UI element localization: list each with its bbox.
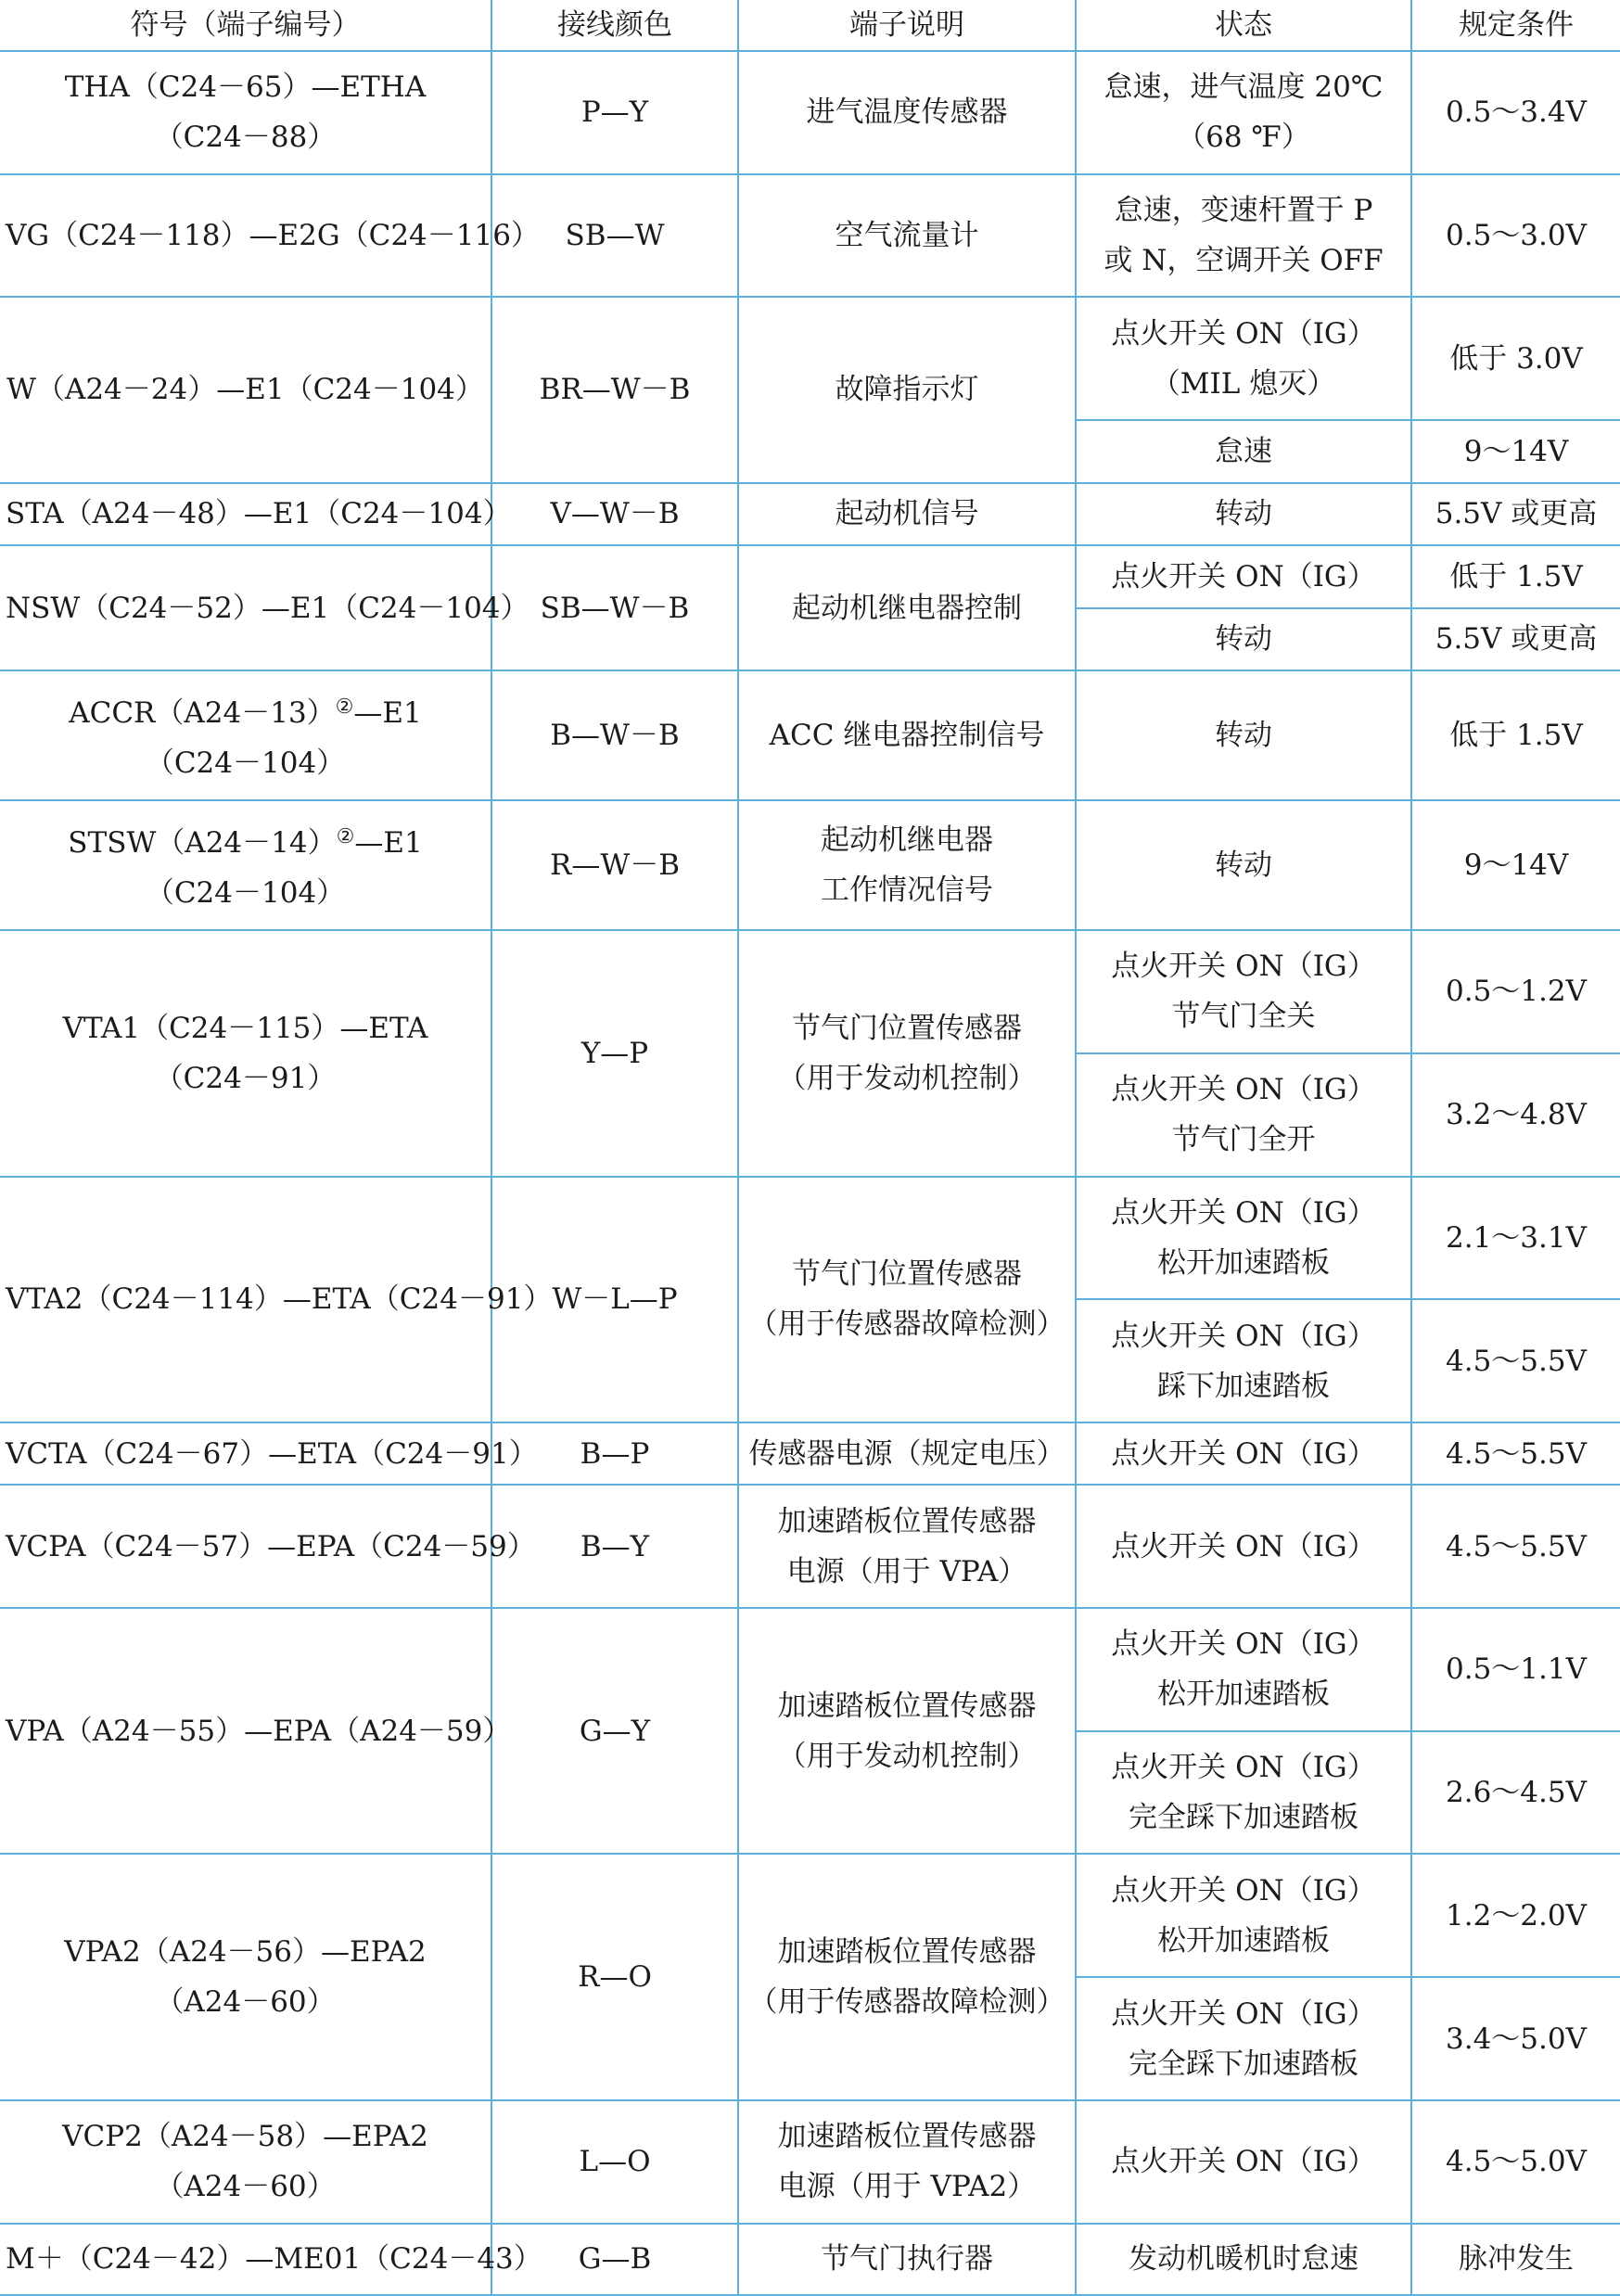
cell-description [738, 174, 1076, 298]
cell-state [1076, 51, 1411, 174]
cell-spec: 9～14V [1411, 800, 1620, 930]
cell-spec: 2.1～3.1V [1411, 1177, 1620, 1300]
cell-state [1076, 670, 1411, 800]
description-line: 加速踏板位置传感器 [777, 1935, 1037, 1970]
table-row [0, 1177, 1620, 1300]
cell-spec: 0.5～3.4V [1411, 51, 1620, 174]
table-row [0, 174, 1620, 298]
cell-spec: 脉冲发生 [1411, 2224, 1620, 2295]
symbol-line: M＋（C24－42）—ME01（C24－43） [6, 2242, 542, 2277]
cell-state [1076, 1731, 1411, 1855]
cell-description [738, 1177, 1076, 1422]
cell-wire-color: BR—W－B [491, 297, 738, 482]
symbol-text: ACCR（A24－13） [69, 696, 336, 731]
state-line: 点火开关 ON（IG） [1111, 559, 1376, 593]
cell-spec: 0.5～1.1V [1411, 1608, 1620, 1731]
state-line: 点火开关 ON（IG） [1111, 950, 1376, 984]
state-line: 转动 [1215, 622, 1272, 657]
state-line: （MIL 熄灭） [1151, 366, 1336, 401]
cell-symbol [0, 483, 512, 546]
table-row [0, 545, 1620, 608]
state-line: 节气门全开 [1171, 1123, 1316, 1157]
description-line: 工作情况信号 [821, 874, 993, 908]
cell-state [1076, 1608, 1411, 1731]
cell-state [1076, 2100, 1411, 2224]
table-row [0, 930, 1620, 1053]
header-state: 状态 [1076, 0, 1411, 51]
footnote-marker: ② [335, 695, 354, 720]
cell-spec: 9～14V [1411, 420, 1620, 483]
symbol-line: （C24－104） [145, 746, 346, 781]
table-row [0, 297, 1620, 420]
description-line: 故障指示灯 [835, 373, 979, 407]
description-line: 加速踏板位置传感器 [777, 1689, 1037, 1723]
cell-spec: 5.5V 或更高 [1411, 608, 1620, 671]
symbol-line: THA（C24－65）—ETHA [64, 70, 427, 105]
symbol-line: （C24－104） [145, 876, 346, 911]
symbol-line: VCPA（C24－57）—EPA（C24－59） [6, 1529, 536, 1563]
cell-symbol [0, 2100, 491, 2224]
cell-description [738, 51, 1076, 174]
state-line: 怠速，变速杆置于 P [1114, 194, 1373, 228]
cell-spec: 低于 3.0V [1411, 297, 1620, 420]
cell-symbol [0, 51, 491, 174]
state-line: 或 N，空调开关 OFF [1103, 244, 1384, 278]
cell-description [738, 483, 1076, 546]
state-line: 踩下加速踏板 [1157, 1369, 1330, 1403]
symbol-line: （C24－91） [154, 1061, 337, 1095]
cell-state [1076, 1485, 1411, 1608]
cell-spec: 4.5～5.5V [1411, 1422, 1620, 1486]
cell-spec: 3.4～5.0V [1411, 1977, 1620, 2100]
cell-spec: 5.5V 或更高 [1411, 483, 1620, 546]
symbol-line: VCTA（C24－67）—ETA（C24－91） [6, 1436, 538, 1471]
footnote-marker: ② [336, 825, 355, 849]
symbol-line: （A24－60） [155, 1985, 336, 2020]
cell-wire-color: SB—W [491, 174, 738, 298]
table-body [0, 51, 1620, 2295]
cell-state [1076, 2224, 1411, 2295]
symbol-line: VCP2（A24－58）—EPA2 [62, 2120, 428, 2154]
description-line: 起动机继电器 [821, 823, 993, 858]
description-line: 节气门执行器 [821, 2242, 993, 2277]
cell-description [738, 670, 1076, 800]
header-description: 端子说明 [738, 0, 1076, 51]
state-line: 点火开关 ON（IG） [1111, 1627, 1376, 1662]
cell-spec: 0.5～1.2V [1411, 930, 1620, 1053]
cell-symbol [0, 1485, 536, 1608]
state-line: 松开加速踏板 [1157, 1923, 1330, 1958]
cell-symbol [0, 800, 491, 930]
description-line: 加速踏板位置传感器 [777, 2120, 1037, 2154]
state-line: 点火开关 ON（IG） [1111, 1529, 1376, 1563]
cell-spec: 4.5～5.0V [1411, 2100, 1620, 2224]
cell-state [1076, 608, 1411, 671]
cell-state [1076, 174, 1411, 298]
state-line: 完全踩下加速踏板 [1129, 2047, 1359, 2081]
table-row [0, 2224, 1620, 2295]
cell-symbol [0, 1608, 512, 1854]
cell-symbol [0, 174, 540, 298]
cell-state [1076, 545, 1411, 608]
symbol-line: VTA1（C24－115）—ETA [62, 1011, 428, 1045]
table-row [0, 670, 1620, 800]
cell-wire-color: G—Y [491, 1608, 738, 1854]
table-row [0, 800, 1620, 930]
description-line: 空气流量计 [835, 219, 979, 253]
state-line: 松开加速踏板 [1157, 1677, 1330, 1712]
state-line: 点火开关 ON（IG） [1111, 316, 1376, 351]
cell-wire-color: R—O [491, 1854, 738, 2099]
symbol-line: STA（A24－48）—E1（C24－104） [6, 497, 512, 531]
symbol-line: VPA2（A24－56）—EPA2 [64, 1935, 427, 1970]
table-row [0, 1608, 1620, 1731]
cell-spec: 3.2～4.8V [1411, 1053, 1620, 1177]
state-line: 转动 [1215, 497, 1272, 531]
header-symbol: 符号（端子编号） [0, 0, 491, 51]
cell-description [738, 545, 1076, 670]
state-line: 点火开关 ON（IG） [1111, 1436, 1376, 1471]
state-line: 点火开关 ON（IG） [1111, 1751, 1376, 1785]
symbol-tail: —E1 [354, 826, 423, 861]
cell-description [738, 1485, 1076, 1608]
symbol-line [6, 812, 485, 868]
table-row [0, 1854, 1620, 1977]
symbol-line: VG（C24－118）—E2G（C24－116） [6, 219, 540, 253]
table-row [0, 1422, 1620, 1486]
cell-wire-color: G—B [491, 2224, 738, 2295]
cell-state [1076, 1177, 1411, 1300]
cell-wire-color: B—P [491, 1422, 738, 1486]
cell-spec: 4.5～5.5V [1411, 1485, 1620, 1608]
cell-state [1076, 420, 1411, 483]
cell-wire-color: Y—P [491, 930, 738, 1176]
cell-spec: 0.5～3.0V [1411, 174, 1620, 298]
state-line: 点火开关 ON（IG） [1111, 1873, 1376, 1907]
cell-wire-color: L—O [491, 2100, 738, 2224]
state-line: 转动 [1215, 719, 1272, 753]
cell-wire-color: W－L—P [491, 1177, 738, 1422]
state-line: 点火开关 ON（IG） [1111, 2145, 1376, 2179]
table-row [0, 51, 1620, 174]
state-line: 发动机暖机时怠速 [1129, 2242, 1359, 2277]
symbol-line: W（A24－24）—E1（C24－104） [6, 373, 484, 407]
cell-symbol [0, 297, 491, 482]
state-line: （68 ℉） [1177, 121, 1310, 155]
cell-spec: 低于 1.5V [1411, 545, 1620, 608]
cell-spec: 低于 1.5V [1411, 670, 1620, 800]
cell-description [738, 1422, 1076, 1486]
description-line: ACC 继电器控制信号 [769, 719, 1045, 753]
table-row [0, 2100, 1620, 2224]
cell-description [738, 930, 1076, 1176]
cell-state [1076, 1854, 1411, 1977]
cell-wire-color: B—W－B [491, 670, 738, 800]
description-line: （用于传感器故障检测） [748, 1985, 1065, 2020]
cell-symbol [0, 545, 529, 670]
state-line: 松开加速踏板 [1157, 1245, 1330, 1280]
symbol-line: （A24－60） [155, 2170, 336, 2204]
symbol-line: （C24－88） [154, 121, 337, 155]
state-line: 点火开关 ON（IG） [1111, 1319, 1376, 1353]
state-line: 节气门全关 [1171, 1000, 1316, 1034]
description-line: 传感器电源（规定电压） [748, 1436, 1065, 1471]
header-spec: 规定条件 [1411, 0, 1620, 51]
cell-symbol [0, 670, 491, 800]
cell-state [1076, 297, 1411, 420]
cell-wire-color: V—W－B [491, 483, 738, 546]
description-line: 电源（用于 VPA） [786, 1554, 1027, 1588]
cell-state [1076, 1053, 1411, 1177]
cell-spec: 4.5～5.5V [1411, 1299, 1620, 1422]
symbol-line [6, 682, 485, 738]
cell-symbol [0, 1422, 538, 1486]
symbol-line: VPA（A24－55）—EPA（A24－59） [6, 1714, 512, 1748]
description-line: （用于发动机控制） [777, 1739, 1037, 1773]
cell-wire-color: P—Y [491, 51, 738, 174]
cell-wire-color: SB—W－B [491, 545, 738, 670]
cell-description [738, 800, 1076, 930]
state-line: 点火开关 ON（IG） [1111, 1996, 1376, 2031]
cell-description [738, 1854, 1076, 2099]
description-line: 起动机信号 [835, 497, 979, 531]
cell-state [1076, 483, 1411, 546]
state-line: 转动 [1215, 848, 1272, 883]
cell-state [1076, 1977, 1411, 2100]
description-line: 节气门位置传感器 [792, 1011, 1022, 1045]
state-line: 点火开关 ON（IG） [1111, 1195, 1376, 1230]
cell-spec: 1.2～2.0V [1411, 1854, 1620, 1977]
symbol-line: VTA2（C24－114）—ETA（C24－91） [6, 1282, 553, 1317]
cell-description [738, 2100, 1076, 2224]
symbol-tail: —E1 [353, 696, 422, 731]
header-wire-color: 接线颜色 [491, 0, 738, 51]
state-line: 怠速，进气温度 20℃ [1103, 70, 1384, 105]
description-line: 起动机继电器控制 [792, 591, 1022, 625]
description-line: 节气门位置传感器 [792, 1257, 1022, 1292]
table-row [0, 1485, 1620, 1608]
cell-state [1076, 1422, 1411, 1486]
cell-description [738, 2224, 1076, 2295]
cell-state [1076, 1299, 1411, 1422]
cell-state [1076, 800, 1411, 930]
symbol-text: STSW（A24－14） [68, 826, 337, 861]
cell-symbol [0, 930, 491, 1176]
cell-symbol [0, 1177, 553, 1422]
cell-description [738, 297, 1076, 482]
cell-state [1076, 930, 1411, 1053]
state-line: 怠速 [1215, 434, 1272, 468]
cell-wire-color: R—W－B [491, 800, 738, 930]
symbol-line: NSW（C24－52）—E1（C24－104） [6, 591, 529, 625]
table-header [0, 0, 1620, 51]
description-line: 加速踏板位置传感器 [777, 1504, 1037, 1538]
cell-wire-color: B—Y [491, 1485, 738, 1608]
cell-description [738, 1608, 1076, 1854]
table-row [0, 483, 1620, 546]
state-line: 点火开关 ON（IG） [1111, 1073, 1376, 1107]
state-line: 完全踩下加速踏板 [1129, 1801, 1359, 1835]
cell-spec: 2.6～4.5V [1411, 1731, 1620, 1855]
description-line: （用于发动机控制） [777, 1061, 1037, 1095]
cell-symbol [0, 1854, 491, 2099]
cell-symbol [0, 2224, 542, 2295]
description-line: （用于传感器故障检测） [748, 1307, 1065, 1342]
description-line: 电源（用于 VPA2） [777, 2170, 1037, 2204]
description-line: 进气温度传感器 [806, 96, 1008, 130]
